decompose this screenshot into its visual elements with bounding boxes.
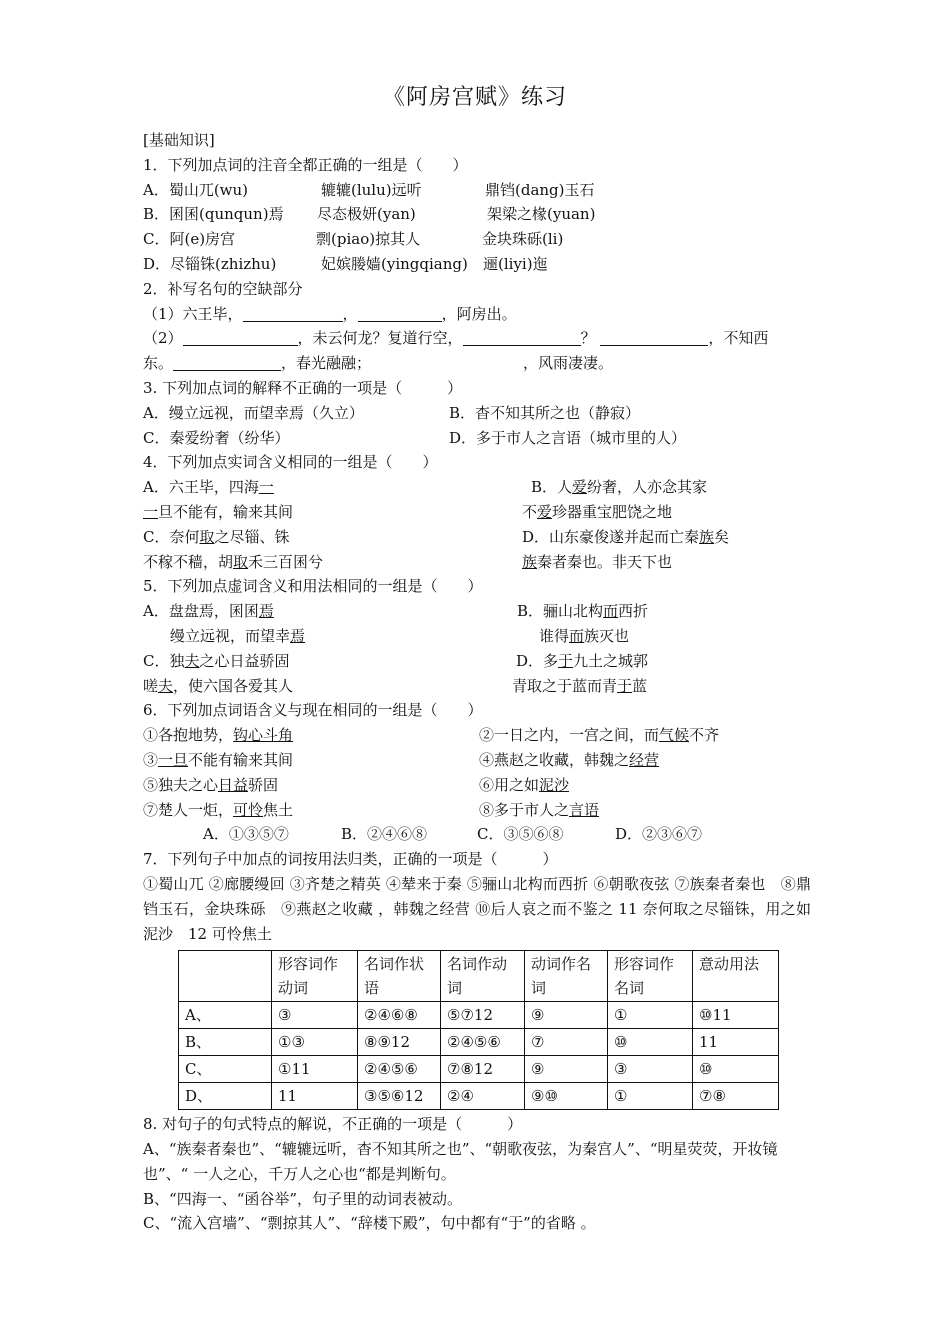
q2-line-2: （2） ，未云何龙？复道行空， ？ ，不知西 [143, 329, 769, 348]
fill-blank [358, 304, 442, 322]
q1-stem: 1．下列加点词的注音全都正确的一组是（ ） [143, 155, 468, 174]
q7-items: ①蜀山兀 ②廊腰缦回 ③齐楚之精英 ④辇来于秦 ⑤骊山北构而西折 ⑥朝歌夜弦 ⑦族秦者秦也 ⑧鼎铛玉石，金块珠砾 ⑨燕赵之收藏 ，韩魏之经营 ⑩后人哀之而不鉴之 11 奈何取之尽锱铢，用之如泥沙 12 可怜焦土 [143, 874, 811, 943]
section-heading: [基础知识] [143, 131, 215, 149]
q3-stem: 3. 下列加点词的解释不正确的一项是（ ） [143, 378, 463, 397]
q6-row-1: ①各抱地势，钩心斗角 ②一日之内，一宫之间，而气候不齐 [143, 726, 720, 745]
table-header-row: 形容词作动词 名词作状语 名词作动词 动词作名词 形容词作名词 意动用法 [179, 951, 779, 1002]
classification-table [178, 950, 779, 1110]
q2-stem: 2．补写名句的空缺部分 [143, 279, 303, 298]
q4-stem: 4．下列加点实词含义相同的一组是（ ） [143, 453, 438, 472]
q5-row-2: 缦立远视，而望幸焉 谁得而族灭也 [170, 626, 630, 645]
q6-answer-options: A．①③⑤⑦ B．②④⑥⑧ C．③⑤⑥⑧ D．②③⑥⑦ [203, 825, 703, 844]
q6-row-2: ③一旦不能有输来其间 ④燕赵之收藏，韩魏之经营 [143, 750, 660, 769]
q4-row-4: 不稼不穑，胡取禾三百囷兮 族秦者秦也。非天下也 [143, 552, 673, 571]
fill-blank [173, 353, 281, 371]
page-title: 《阿房宫赋》练习 [382, 85, 567, 110]
q1-option-b: B．囷囷(qunqun)焉 尽态极妍(yan) 架梁之椽(yuan) [143, 205, 596, 224]
q1-option-c: C．阿(e)房宫 剽(piao)掠其人 金块珠砾(li) [143, 230, 564, 249]
table-row: C、 ①11 ②④⑤⑥ ⑦⑧12 ⑨ ③ ⑩ [179, 1056, 779, 1083]
q6-row-3: ⑤独夫之心日益骄固 ⑥用之如泥沙 [143, 775, 570, 794]
q5-row-1: A．盘盘焉，囷囷焉 B．骊山北构而西折 [143, 602, 649, 621]
q5-row-4: 嗟夫，使六国各爱其人 青取之于蓝而青于蓝 [143, 676, 648, 695]
q7-stem: 7．下列句子中加点的词按用法归类，正确的一项是（ ） [143, 850, 558, 869]
q1-option-d: D．尽锱铢(zhizhu) 妃嫔媵嫱(yingqiang) 逦(liyi)迤 [143, 254, 548, 273]
table-row: A、 ③ ②④⑥⑧ ⑤⑦12 ⑨ ① ⑩11 [179, 1002, 779, 1029]
q5-stem: 5．下列加点虚词含义和用法相同的一组是（ ） [143, 577, 483, 596]
q4-row-2: 一旦不能有，输来其间 不爱珍器重宝肥饶之地 [143, 502, 673, 521]
fill-blank [463, 328, 581, 346]
q2-line-1: （1）六王毕， ， ，阿房出。 [143, 304, 517, 323]
q4-row-3: C．奈何取之尽锱、铢 D．山东豪俊遂并起而亡秦族矣 [143, 527, 730, 546]
fill-blank [243, 304, 343, 322]
table-row: D、 11 ③⑤⑥12 ②④ ⑨⑩ ① ⑦⑧ [179, 1083, 779, 1110]
q4-row-1: A．六王毕，四海一 B．人爱纷奢，人亦念其家 [143, 478, 708, 497]
fill-blank [183, 328, 298, 346]
q3-options-ab: A．缦立远视，而望幸焉（久立） B．杳不知其所之也（静寂） [143, 403, 641, 422]
q8-option-b: B、“四海一、“函谷举”，句子里的动词表被动。 [143, 1189, 463, 1208]
q8-stem: 8. 对句子的句式特点的解说，不正确的一项是（ ） [143, 1115, 523, 1134]
q8-option-a: A、“族秦者秦也”、“辘辘远听，杳不知其所之也”、“朝歌夜弦，为秦宫人”、“明星荧荧，开妆镜也”、“ 一人之心，千万人之心也“都是判断句。 [143, 1140, 778, 1183]
q8-option-c: C、“流入宫墙”、“剽掠其人”、“辞楼下殿”，句中都有“于”的省略 。 [143, 1214, 596, 1233]
q5-row-3: C．独夫之心日益骄固 D．多于九土之城郭 [143, 651, 649, 670]
q3-options-cd: C．秦爱纷奢（纷华） D．多于市人之言语（城市里的人） [143, 428, 687, 447]
worksheet-content [143, 128, 811, 1236]
q1-option-a: A．蜀山兀(wu) 辘辘(lulu)远听 鼎铛(dang)玉石 [143, 180, 595, 199]
q6-row-4: ⑦楚人一炬，可怜焦土 ⑧多于市人之言语 [143, 800, 600, 819]
q2-line-3: 东。 ，春光融融； ，风雨凄凄。 [143, 354, 614, 373]
q6-stem: 6．下列加点词语含义与现在相同的一组是（ ） [143, 701, 483, 720]
table-row: B、 ①③ ⑧⑨12 ②④⑤⑥ ⑦ ⑩ 11 [179, 1029, 779, 1056]
fill-blank [600, 328, 708, 346]
